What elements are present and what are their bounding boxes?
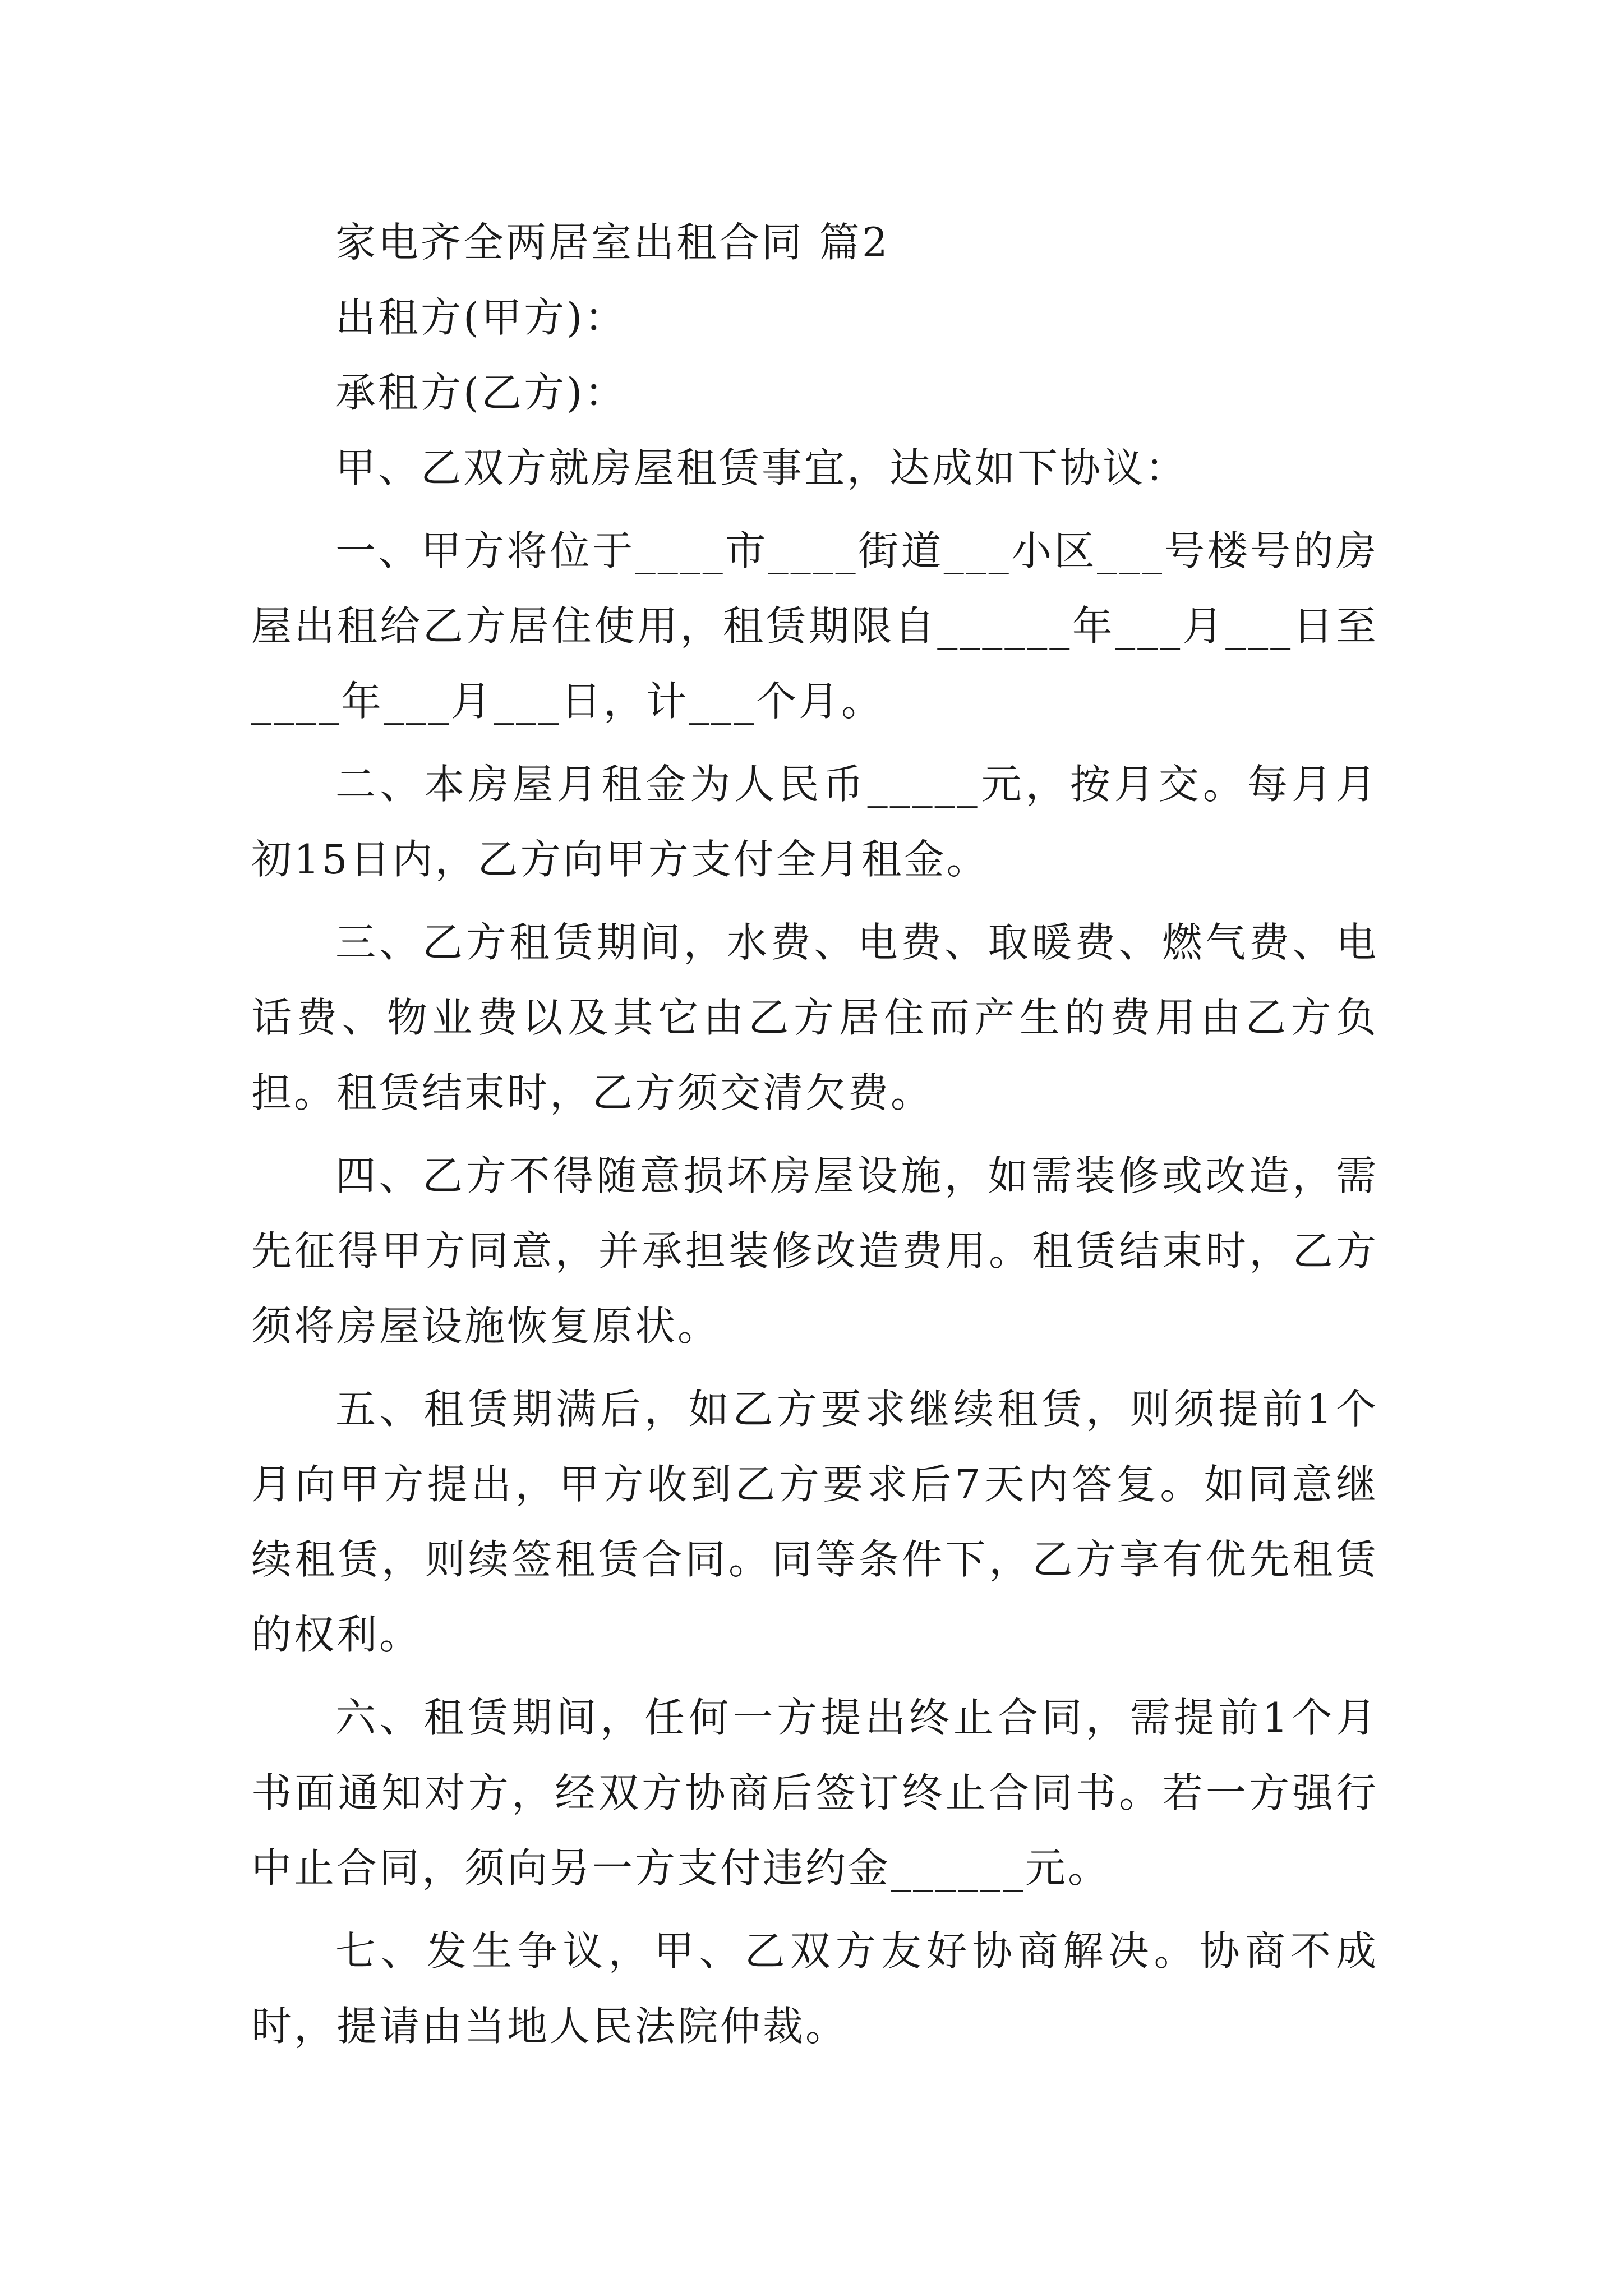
clause-6: 六、租赁期间，任何一方提出终止合同，需提前1个月书面通知对方，经双方协商后签订终止合同书。若一方强行中止合同，须向另一方支付违约金______元。 bbox=[251, 1694, 1378, 1892]
clause-5: 五、租赁期满后，如乙方要求继续租赁，则须提前1个月向甲方提出，甲方收到乙方要求后7天内答复。如同意继续租赁，则续签租赁合同。同等条件下，乙方享有优先租赁的权利。 bbox=[251, 1386, 1378, 1658]
lessee-line: 承租方(乙方)： bbox=[335, 369, 628, 416]
clause-4: 四、乙方不得随意损坏房屋设施，如需装修或改造，需先征得甲方同意，并承担装修改造费用。租赁结束时，乙方须将房屋设施恢复原状。 bbox=[251, 1152, 1378, 1350]
lessor-line: 出租方(甲方)： bbox=[335, 294, 628, 341]
document-body bbox=[251, 205, 1378, 2072]
clause-2: 二、本房屋月租金为人民币_____元，按月交。每月月初15日内，乙方向甲方支付全月租金。 bbox=[251, 761, 1378, 883]
intro-paragraph: 甲、乙双方就房屋租赁事宜，达成如下协议： bbox=[335, 444, 1188, 491]
clause-7: 七、发生争议，甲、乙双方友好协商解决。协商不成时，提请由当地人民法院仲裁。 bbox=[251, 1927, 1378, 2050]
clause-1: 一、甲方将位于____市____街道___小区___号楼号的房屋出租给乙方居住使用，租赁期限自______年___月___日至____年___月___日，计___个月。 bbox=[251, 527, 1378, 725]
document-title: 家电齐全两居室出租合同 篇2 bbox=[335, 219, 890, 266]
clause-3: 三、乙方租赁期间，水费、电费、取暖费、燃气费、电话费、物业费以及其它由乙方居住而产生的费用由乙方负担。租赁结束时，乙方须交清欠费。 bbox=[251, 919, 1378, 1116]
